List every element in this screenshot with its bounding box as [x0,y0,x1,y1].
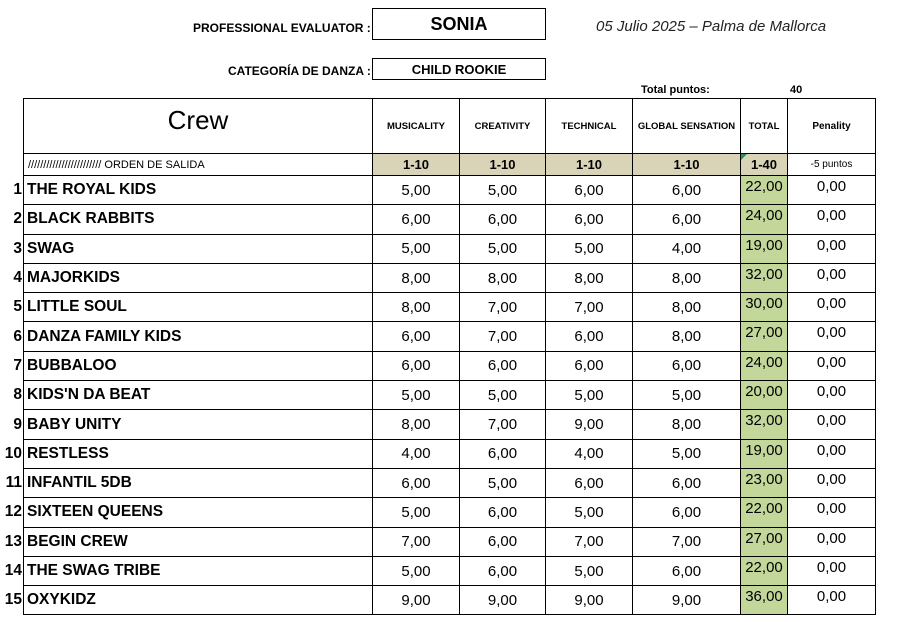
total-points-label: Total puntos: [641,84,710,96]
creativity-score: 6,00 [460,205,546,234]
crew-row [24,468,876,497]
technical-score: 6,00 [546,176,633,205]
crew-row [24,234,876,263]
penality-score: 0,00 [788,205,876,234]
creativity-range: 1-10 [460,154,546,176]
musicality-score: 8,00 [373,293,460,322]
total-points-value: 40 [790,84,803,96]
musicality-score: 5,00 [373,234,460,263]
crew-name: BABY UNITY [24,410,373,439]
crew-row [24,498,876,527]
total-score: 20,00 [741,381,788,410]
global-sensation-score: 8,00 [633,293,741,322]
total-score: 30,00 [741,293,788,322]
order-label: //////////////////////// ORDEN DE SALIDA [24,154,373,176]
row-number: 4 [13,269,22,287]
creativity-score: 5,00 [460,234,546,263]
range-row [24,154,876,176]
crew-row [24,322,876,351]
creativity-score: 6,00 [460,527,546,556]
creativity-score: 7,00 [460,293,546,322]
total-score: 22,00 [741,176,788,205]
cell-comment-marker [741,154,747,160]
category-label: CATEGORÍA DE DANZA : [228,64,371,78]
row-number: 2 [13,210,22,228]
musicality-score: 8,00 [373,410,460,439]
total-score: 19,00 [741,234,788,263]
crew-row [24,410,876,439]
creativity-score: 9,00 [460,586,546,615]
creativity-score: 7,00 [460,322,546,351]
row-number: 7 [13,356,22,374]
creativity-score: 5,00 [460,381,546,410]
row-number: 5 [13,298,22,316]
global-sensation-score: 5,00 [633,439,741,468]
total-score: 23,00 [741,468,788,497]
crew-name: INFANTIL 5DB [24,468,373,497]
musicality-score: 5,00 [373,556,460,585]
technical-range: 1-10 [546,154,633,176]
row-number: 15 [4,591,22,609]
musicality-score: 8,00 [373,263,460,292]
row-number: 3 [13,239,22,257]
global-sensation-score: 6,00 [633,205,741,234]
crew-name: SIXTEEN QUEENS [24,498,373,527]
evaluator-label: PROFESSIONAL EVALUATOR : [193,21,371,35]
total-header: TOTAL [741,99,788,154]
musicality-score: 6,00 [373,468,460,497]
technical-score: 6,00 [546,468,633,497]
evaluator-name: SONIA [430,13,488,34]
row-number: 9 [13,415,22,433]
global-sensation-score: 4,00 [633,234,741,263]
date-place: 05 Julio 2025 – Palma de Mallorca [596,18,827,35]
musicality-score: 5,00 [373,498,460,527]
column-header-row [24,99,876,154]
technical-score: 6,00 [546,351,633,380]
crew-name: BLACK RABBITS [24,205,373,234]
musicality-score: 4,00 [373,439,460,468]
crew-row [24,586,876,615]
global-sensation-score: 6,00 [633,468,741,497]
technical-header: TECHNICAL [546,99,633,154]
total-score: 32,00 [741,410,788,439]
global-sensation-header: GLOBAL SENSATION [633,99,741,154]
score-table [23,98,876,615]
evaluator-name-box [372,8,546,40]
crew-row [24,263,876,292]
penality-score: 0,00 [788,381,876,410]
crew-row [24,293,876,322]
creativity-score: 5,00 [460,176,546,205]
penality-score: 0,00 [788,351,876,380]
crew-row [24,381,876,410]
musicality-score: 6,00 [373,351,460,380]
crew-row [24,176,876,205]
global-sensation-score: 6,00 [633,351,741,380]
global-sensation-score: 6,00 [633,176,741,205]
category-value: CHILD ROOKIE [411,61,507,77]
creativity-score: 7,00 [460,410,546,439]
technical-score: 5,00 [546,498,633,527]
creativity-header: CREATIVITY [460,99,546,154]
musicality-score: 6,00 [373,205,460,234]
creativity-score: 6,00 [460,439,546,468]
penality-score: 0,00 [788,439,876,468]
total-score: 22,00 [741,556,788,585]
row-number: 6 [13,327,22,345]
penality-score: 0,00 [788,263,876,292]
technical-score: 5,00 [546,556,633,585]
category-box [372,58,546,80]
total-score: 24,00 [741,351,788,380]
crew-name: DANZA FAMILY KIDS [24,322,373,351]
total-score: 24,00 [741,205,788,234]
musicality-score: 5,00 [373,176,460,205]
musicality-score: 7,00 [373,527,460,556]
crew-header: Crew [24,99,373,154]
row-number: 12 [4,503,22,521]
total-score: 27,00 [741,322,788,351]
crew-rows [24,176,876,615]
total-score: 36,00 [741,586,788,615]
crew-name: OXYKIDZ [24,586,373,615]
total-score: 27,00 [741,527,788,556]
crew-row [24,205,876,234]
penality-score: 0,00 [788,293,876,322]
penality-score: 0,00 [788,176,876,205]
penality-score: 0,00 [788,498,876,527]
penality-score: 0,00 [788,527,876,556]
technical-score: 6,00 [546,322,633,351]
crew-row [24,527,876,556]
global-sensation-score: 6,00 [633,498,741,527]
creativity-score: 6,00 [460,498,546,527]
technical-score: 9,00 [546,410,633,439]
creativity-score: 8,00 [460,263,546,292]
crew-name: THE ROYAL KIDS [24,176,373,205]
global-range: 1-10 [633,154,741,176]
global-sensation-score: 9,00 [633,586,741,615]
technical-score: 5,00 [546,381,633,410]
crew-name: KIDS'N DA BEAT [24,381,373,410]
row-number: 10 [4,444,22,462]
row-number: 8 [13,386,22,404]
crew-name: BUBBALOO [24,351,373,380]
creativity-score: 6,00 [460,556,546,585]
global-sensation-score: 6,00 [633,556,741,585]
penality-score: 0,00 [788,322,876,351]
penality-score: 0,00 [788,410,876,439]
crew-name: MAJORKIDS [24,263,373,292]
crew-name: LITTLE SOUL [24,293,373,322]
crew-name: THE SWAG TRIBE [24,556,373,585]
crew-row [24,556,876,585]
technical-score: 6,00 [546,205,633,234]
global-sensation-score: 8,00 [633,322,741,351]
total-range-text: 1-40 [750,157,778,172]
global-sensation-score: 5,00 [633,381,741,410]
musicality-score: 6,00 [373,322,460,351]
total-score: 19,00 [741,439,788,468]
creativity-score: 6,00 [460,351,546,380]
global-sensation-score: 7,00 [633,527,741,556]
crew-row [24,351,876,380]
global-sensation-score: 8,00 [633,410,741,439]
global-sensation-score: 8,00 [633,263,741,292]
row-number: 11 [5,474,22,492]
penality-score: 0,00 [788,468,876,497]
musicality-header: MUSICALITY [373,99,460,154]
row-number: 13 [4,532,22,550]
row-number: 14 [4,562,22,579]
penality-range: -5 puntos [788,154,876,176]
musicality-score: 5,00 [373,381,460,410]
technical-score: 5,00 [546,234,633,263]
crew-name: SWAG [24,234,373,263]
total-score: 22,00 [741,498,788,527]
technical-score: 7,00 [546,527,633,556]
penality-score: 0,00 [788,556,876,585]
musicality-score: 9,00 [373,586,460,615]
crew-name: RESTLESS [24,439,373,468]
total-range [741,154,788,176]
row-number: 1 [13,181,22,199]
crew-row [24,439,876,468]
technical-score: 7,00 [546,293,633,322]
penality-header: Penality [788,99,876,154]
technical-score: 9,00 [546,586,633,615]
technical-score: 8,00 [546,263,633,292]
crew-name: BEGIN CREW [24,527,373,556]
penality-score: 0,00 [788,234,876,263]
penality-score: 0,00 [788,586,876,615]
total-score: 32,00 [741,263,788,292]
technical-score: 4,00 [546,439,633,468]
creativity-score: 5,00 [460,468,546,497]
musicality-range: 1-10 [373,154,460,176]
